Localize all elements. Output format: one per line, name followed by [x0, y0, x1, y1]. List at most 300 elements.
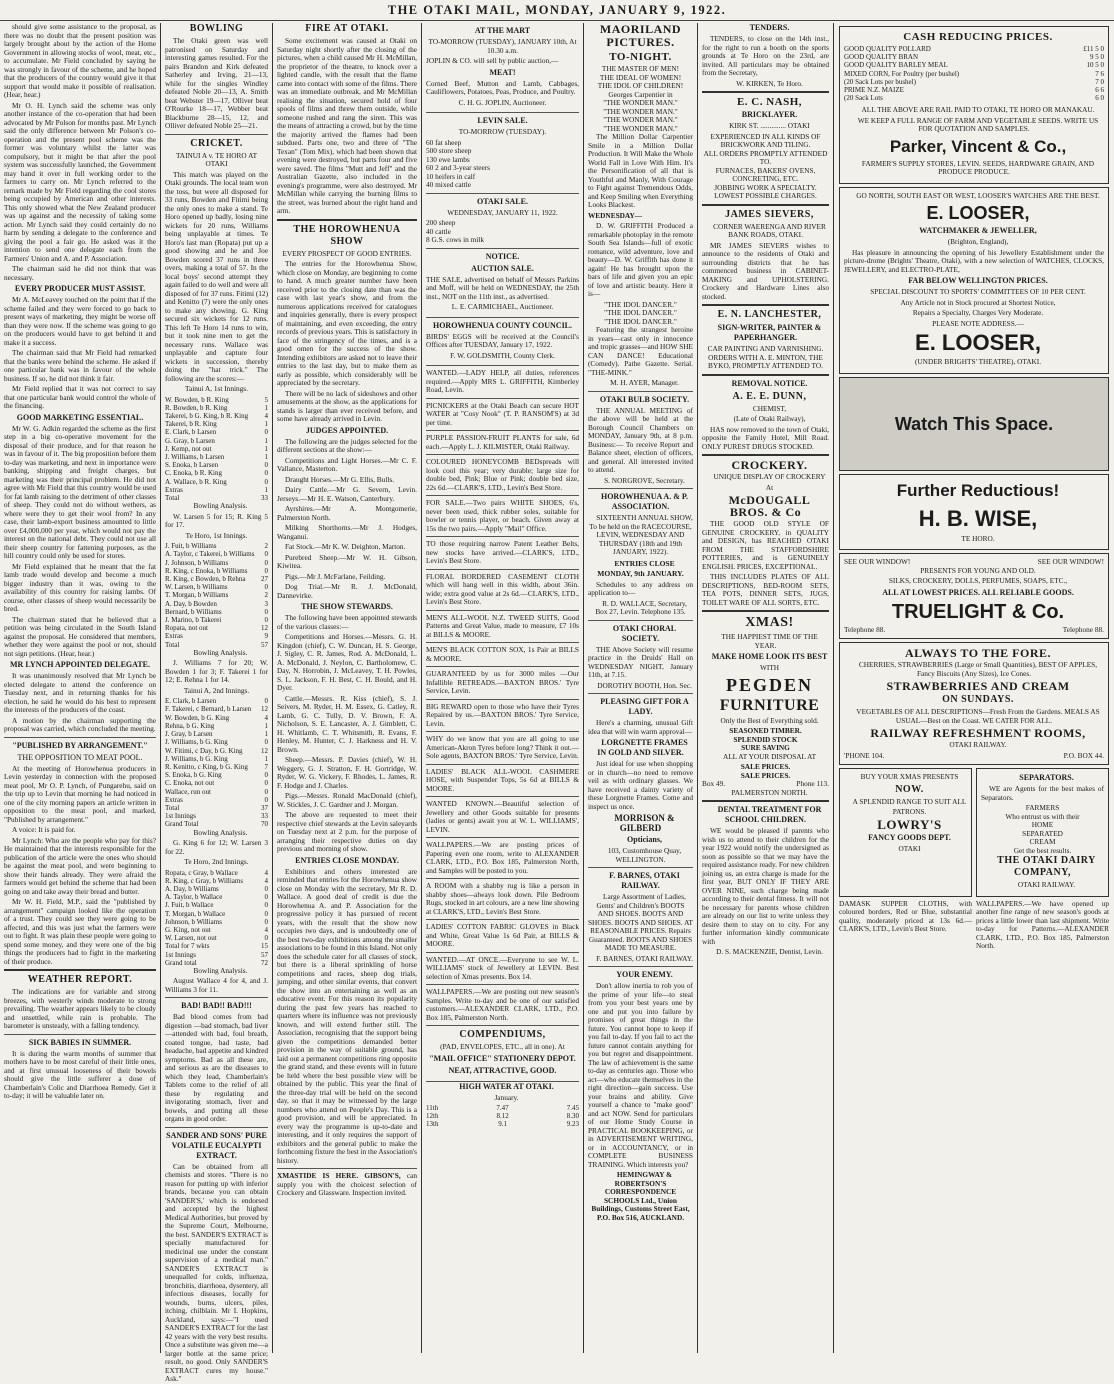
tehoro-first-innings	[165, 542, 268, 649]
assoc-heading: HOROWHENUA A. & P. ASSOCIATION.	[600, 492, 689, 511]
mart-meat: MEAT!	[489, 67, 516, 77]
score-row-cell: J. Johnson, b Williams	[165, 558, 229, 567]
sievers-text: MR JAMES SIEVERS wishes to announce to the residents of Otaki and surrounding districts that he has commenced business in CABINET-MAKING and UPHOLSTERING. Crockery and Hardware Lines also stocked.	[702, 240, 829, 301]
column-4	[422, 23, 583, 1353]
score-row-cell: Bernard, b Williams	[165, 607, 222, 616]
separator-line: CREAM	[1029, 837, 1056, 847]
judge-entry: Dog Trial.—Mr R. J. McDonald, Dannevirke.	[277, 582, 417, 600]
small-ad: A ROOM with a shabby rug is like a person in shabby shoes—always look down. Pile Bedroom Rugs, stocked in art colours, are a new line showing at CLARK'S, LTD., Levin's Best Store.	[426, 879, 579, 920]
score-row	[165, 812, 268, 820]
score-row-cell: Total	[165, 493, 180, 502]
score-row-cell: 1st Innings	[165, 812, 196, 821]
bowling-analysis-heading: Bowling Analysis.	[193, 827, 248, 837]
sievers-heading: JAMES SIEVERS,	[725, 208, 814, 220]
judge-entry: Competitions and Light Horses.—Mr C. F. Vallance, Masterton.	[277, 455, 417, 473]
heading-published-arrangement: "PUBLISHED BY ARRANGEMENT."	[12, 740, 148, 750]
tonight-line: "THE WONDER MAN."	[603, 98, 678, 107]
heading-stewards: THE SHOW STEWARDS.	[301, 602, 393, 611]
bowling-analysis-heading: Bowling Analysis.	[193, 647, 248, 657]
wise-heading: H. B. WISE,	[918, 505, 1038, 531]
cash-row-cell: GOOD QUALITY BRAN	[844, 53, 919, 62]
veg-text: VEGETABLES OF ALL DESCRIPTIONS—Fresh From the Gardens. MEALS AS USUAL—Best on the Coast. WE CATER FOR ALL.	[856, 707, 1100, 725]
score-row-cell: T. Morgan, b Wallace	[165, 909, 226, 918]
gift-heading: PLEASING GIFT FOR A LADY.	[600, 697, 689, 716]
bulb-signature: S. NORGROVE, Secretary.	[604, 475, 685, 485]
judge-entry: Pigs.—Mr J. McFarlane, Feilding.	[285, 571, 386, 581]
separators-heading: SEPARATORS.	[1019, 773, 1074, 783]
score-row	[165, 542, 268, 550]
tehoro-second-heading: Te Horo, 2nd Innings.	[184, 857, 249, 867]
railway-phone: 'PHONE 104.	[844, 750, 885, 760]
article-paragraph: A voice: It is paid for.	[12, 825, 76, 834]
score-row-cell: 0	[264, 550, 268, 559]
watch-this-space: Watch This Space.	[894, 413, 1054, 434]
masthead: THE OTAKI MAIL, MONDAY, JANUARY 9, 1922.	[0, 0, 1114, 21]
mcdougall-heading: McDOUGALL BROS. & Co	[728, 493, 811, 519]
wednesday-title: "THE IDOL DANCER."	[604, 308, 677, 317]
tonight-line: THE MASTER OF MEN!	[601, 64, 680, 73]
score-row-cell: Ropata, not out	[165, 624, 208, 633]
high-water-table	[426, 1104, 579, 1129]
heading-judges: JUDGES APPOINTED.	[305, 425, 389, 435]
assoc-entries: ENTRIES CLOSE MONDAY, 9th JANUARY.	[597, 558, 684, 578]
xmas-heading: XMAS!	[745, 615, 794, 630]
score-row-cell: 0	[264, 884, 268, 893]
score-row	[165, 877, 268, 885]
score-row-cell: 4	[264, 925, 268, 934]
small-ads-list	[426, 366, 579, 1026]
score-row-cell: Takerei, b R. King	[165, 420, 217, 429]
article-paragraph: should give some assistance to the proposal, as there was no doubt that the present position was largely brought about by the action of the Home Government in allowing stocks of wool, meat, etc., to accumulate. Mr Field concluded by saying he was strongly in favour of the scheme, and he hoped that the producers of the country would give it that support that would make it possible of realisation. (Hear, hear.)	[4, 22, 156, 99]
score-row	[165, 901, 268, 909]
fancy-town: OTAKI	[898, 843, 921, 853]
score-row-cell: J. Williams, b G. King	[165, 738, 228, 747]
otaki-sale-date: WEDNESDAY, JANUARY 11, 1922.	[447, 207, 558, 217]
heading-cricket: CRICKET.	[190, 137, 243, 149]
score-row-cell: 1st Innings	[165, 950, 196, 959]
removal-heading: REMOVAL NOTICE.	[731, 378, 808, 388]
score-row	[165, 624, 268, 632]
dental-text: WE would be pleased if parents who wish us to attend to their children for the year 1922 would notify the undersigned as soon as possible so that we may have the required assistance ready. For new children joining us, an extra charge is made for the first year, BUT ONLY IF THEY ARE OVER NINE, such charge being made according to their dental fitness. It will not be necessary for parents whose children are already on our list to write unless they desire them to stay on to city. For any further information kindly communicate with	[702, 826, 829, 946]
nash-heading: E. C. NASH,	[736, 96, 803, 108]
xmas-with: WITH	[759, 663, 780, 672]
cricket-subheading: TAINUI A v. TE HORO AT OTAKI	[175, 150, 258, 168]
mart-items: Corned Beef, Mutton and Lamb, Cabbages, Cauliflowers, Potatoes, Peas, Produce, and Poultry.	[426, 78, 579, 96]
score-row	[165, 730, 268, 738]
score-row-cell: 0	[264, 787, 268, 796]
score-row-cell: 1	[264, 452, 268, 461]
choral-text: THE Above Society will resume practice in the Druids' Hall on WEDNESDAY NIGHT, January 11th, at 7.15.	[588, 644, 693, 679]
sale-item: 130 ewe lambs	[426, 154, 470, 164]
bowling-analysis-heading: Bowling Analysis.	[193, 501, 248, 511]
steward-entry: The above are requested to meet their respective chief stewards at the Levin saleyards on Tuesday next at 2 p.m. for the purpose of arranging their respective duties on day previous and morning of show.	[277, 810, 417, 853]
nash-line: JOBBING WORK A SPECIALTY.	[714, 182, 817, 192]
gibson-heading: XMASTIDE IS HERE. GIBSON'S,	[277, 1171, 401, 1180]
dunn-text: HAS now removed to the town of Otaki, opposite the Family Hotel, Mill Road. ONLY PUREST DRUGS STOCKED.	[702, 424, 829, 451]
cash-row-cell: £11 5 0	[1083, 45, 1104, 53]
looser-any: Any Article not in Stock procured at Shortest Notice,	[900, 297, 1056, 307]
bad-article: Bad blood comes from bad digestion —bad stomach, bad liver—attended with bad, foul breath, coated tongue, bad taste, bad headache, bad appetite and kindred symptoms. Bad as all these are, and serious as are the diseases to which they lead, Chamberlain's Tablets come to the relief of all these by regulating and invigorating stomach, liver and bowels, and putting all these organs in good order.	[165, 1012, 268, 1124]
pegden-price-line: SALE PRICES.	[740, 770, 791, 780]
cash-row	[844, 70, 1104, 78]
morrison-address: 103, Customhouse Quay, WELLINGTON.	[607, 846, 682, 864]
looser-far-below: FAR BELOW WELLINGTON PRICES.	[908, 276, 1048, 286]
judge-entry: Fat Stock.—Mr K. W. Deighton, Marton.	[285, 542, 406, 551]
score-row	[165, 396, 268, 404]
tonight-line: "THE WONDER MAN."	[603, 115, 678, 124]
crockery-text: THE GOOD OLD STYLE OF GENUINE CROCKERY, in QUALITY and DESIGN, has REACHED OTAKI FROM THE STAFFORDSHIRE POTTERIES, and is GENUINELY ENGLISH. PRICES, EXCEPTIONAL.	[702, 519, 829, 571]
score-row	[165, 412, 268, 420]
score-row-cell: J. Fuit, b Williams	[165, 542, 217, 551]
small-ad: WANTED.—LADY HELP, all duties, references required.—Apply MRS L. GRIFFITH, Kimberley Road, Levin.	[426, 366, 579, 399]
high-water-row	[426, 1104, 579, 1112]
cricket-article: This match was played on the Otaki grounds. The local team won the toss, but were all disposed for 33 runs, Bowden and Fitimi being the only ones to make a stand. Te Horo opened up badly, losing nine wickets for 20 runs, Williams being unplayable at times. Te Horo's last man (Ropata) put up a good showing and he and Joe Bowden scored 37 runs in three overs, making a total of 57. In the local boys' second attempt they again failed to do well and were all disposed of for 37 runs. Fitimi (12) and Kenitto (7) were the only ones to make any showing. G. King secured six wickets for 12 runs. This left Te Horo 14 runs to win, but it took nine men to get the necessary runs. Wallace was unplayable and capture four wickets in succession, thereby doing the "hat trick." The following are the scores:—	[165, 169, 268, 383]
damask-ad: DAMASK SUPPER CLOTHS, with coloured borders, Red or Blue, substantial quality, moderately priced at 13s 6d.—CLARK'S, LTD., Levin's Best Store.	[839, 898, 972, 934]
dunn-trade: CHEMIST,	[752, 403, 787, 413]
telephone-right: Telephone 88.	[1062, 624, 1104, 634]
score-row-cell: 0	[264, 461, 268, 470]
show-subheading: EVERY PROSPECT OF GOOD ENTRIES.	[282, 248, 412, 258]
tainui-second-heading: Tainui A, 2nd Innings.	[183, 685, 250, 695]
gift-text-2: Just ideal for use when shopping or in church—no need to remove veil as with ordinary glasses. We have received a dainty variety of these Lorgnette Frames. Come and inspect us once.	[588, 759, 693, 811]
article-paragraph: Some excitement was caused at Otaki on Saturday night shortly after the closing of the pictures, when a child caused Mr H. McMillan, the proprietor of the theatre, to knock over a lighted candle, with the result that the flame came into contact with some of the films. There was an immediate outbreak, and Mr McMillan realising the situation, secured hold of four spools of films and threw them outside, while someone rushed and rang the siren. This was the means of attracting a crowd, but by the time the majority arrived the flames had been subdued. Parts one, two and three of "The Texan" (Tom Mix), which had been shown that evening were destroyed, but parts four and five were saved. The films "Mutt and Jeff" and the Australian Gazette, also included in the evening's programme, were also destroyed. Mr McMillan while carrying the burning films to the street, was burned about the right hand and arm.	[277, 36, 417, 215]
score-row	[165, 788, 268, 796]
cash-row-cell: 10 5 0	[1086, 61, 1104, 70]
article-paragraph: A motion by the chairman supporting the proposal was carried, which concluded the meeting.	[4, 715, 156, 733]
bowling-analysis-1: W. Larsen 5 for 15; R. King 5 for 17.	[165, 511, 268, 530]
small-ad: LADIES' COTTON FABRIC GLOVES in Black and White, Great Value 1s 6d Pair, at BILLS & MOORE.	[426, 920, 579, 953]
further-reductions: Further Reductious!	[896, 480, 1060, 500]
nash-trade: BRICKLAYER.	[741, 110, 798, 119]
high-water-row	[426, 1120, 579, 1128]
otaki-sale-heading: OTAKI SALE.	[477, 196, 528, 206]
score-row	[165, 755, 268, 763]
score-row-cell: Extras	[165, 485, 183, 494]
score-row-cell: 1	[264, 721, 268, 730]
cash-row-cell: MIXED CORN, For Poultry (per bushel)	[844, 69, 960, 78]
article-paragraph: It is during the warm months of summer that mothers have to be most careful of their little ones, and at first unusual looseness of their bowels should give the little sufferer a dose of Chamberlain's Colic and Diarrhoea Remedy. Get it to-day; it will be valuable later on.	[4, 1048, 156, 1100]
score-row	[165, 428, 268, 436]
score-row-cell: 1	[264, 730, 268, 739]
mart-intro: JOPLIN & CO. will sell by public auction,—	[426, 56, 559, 65]
cash-row	[844, 61, 1104, 69]
pegden-heading: PEGDEN	[725, 674, 813, 695]
wise-town: TE HORO.	[961, 533, 995, 543]
bowling-analysis-3: G. King 6 for 12; W. Larsen 3 for 22.	[165, 838, 268, 856]
assoc-sub: SIXTEENTH ANNUAL SHOW, To be held on the RACECOURSE, LEVIN, WEDNESDAY AND THURSDAY (18th and 19th JANUARY, 1922).	[589, 513, 693, 556]
score-row-cell: W. Larsen, b Williams	[165, 583, 228, 592]
pegden-prices	[702, 763, 829, 780]
small-ad: FOR SALE.—Two pairs WHITE SHOES, 6's, never been used, thick rubber soles, suitable for bowler or tennis player, or beach. Given away at 15s the two pairs.—Apply "Mail" Office.	[426, 496, 579, 537]
article-paragraph: Mr Field replied that it was not correct to say that one particular bank would control the whole of the financing.	[4, 384, 156, 410]
steward-entry: Sheep.—Messrs. P. Davies (chief), W. H. Weggery, G. J. Stratton, F. H. Gortridge, W. Ryder, W. G. Vickery, F. Rhodes, L. James, R. F. Hodge and J. Charles.	[277, 755, 417, 790]
dairy-heading: THE OTAKI DAIRY COMPANY,	[997, 855, 1096, 879]
separators-text: WE are Agents for the best makes of Separators.	[981, 784, 1104, 802]
wednesday-signature: M. H. AYER, Manager.	[610, 378, 679, 387]
looser-text: Has pleasure in announcing the opening of his Jewellery Establishment under the picture-drome (Brights' Theatre, Otaki), with a new selection of WATCHES, CLOCKS, JEWELLERY, and ELECTRO-PLATE,	[844, 247, 1104, 274]
notice-heading: NOTICE.	[485, 251, 520, 261]
nash-line: EXPERIENCED IN ALL KINDS OF BRICKWORK AND TILING.	[710, 131, 821, 149]
small-ad: LADIES' BLACK ALL-WOOL CASHMERE HOSE, with Suspender Tops, 5s 6d at BILLS & MOORE.	[426, 765, 579, 798]
score-row-cell: 0	[264, 917, 268, 926]
score-row	[165, 942, 268, 950]
score-row-cell: 0	[264, 607, 268, 616]
score-row-cell: T. Morgan, b Williams	[165, 591, 229, 600]
score-row-cell: 37	[261, 803, 268, 812]
pegden-box: Box 49.	[702, 779, 726, 788]
heading-lynch-delegate: MR LYNCH APPOINTED DELEGATE.	[9, 660, 151, 669]
score-row-cell: Total	[165, 640, 180, 649]
column-1	[0, 23, 160, 1353]
small-ad: MEN'S ALL-WOOL N.Z. TWEED SUITS, Good Patterns and Great Value, made to measure, £7 10s at BILLS & MOORE.	[426, 611, 579, 644]
xmas-sub: THE HAPPIEST TIME OF THE YEAR.	[721, 632, 818, 650]
auction-heading: AUCTION SALE.	[471, 263, 534, 273]
score-row-cell: Total for 7 wkts	[165, 942, 210, 951]
tonight-lines	[588, 65, 693, 133]
score-row-cell: J. Williams, b G. King	[165, 754, 228, 763]
score-row-cell: 0	[264, 738, 268, 747]
enemy-text: Don't allow inertia to rob you of the prime of your life—to steal from you your best years one by one and put you into failure by promises of great things in the future. You cannot hope to keep if you fail to-day. If you fail to act the future cannot contain anything for you but regret and disappointment. The law of achievement is the same to-day as centuries ago. Those who act—who educate themselves in the right direction—gain success. Use your brains and ability. Give yourself a chance to "make good" and act NOW. Send for particulars of our Home Study Course in PRACTICAL BOOKKEEPING, or in ADVERTISEMENT WRITING, or in ACCOUNTANCY, or in COMPLETE BUSINESS TRAINING. Which interests you?	[588, 981, 693, 1169]
cash-row-cell: (20 Sack Lots per bushel)	[844, 77, 916, 86]
tonight-text: The Million Dollar Carpentier Smile in a Million Dollar Production. It Will Make the Whole World Fall in Love With Him. It's the Personification of all that is Youthful and Manly, With Courage to Fight against Tremendous Odds, and Keep Smiling when Everything Looks Blackest.	[588, 132, 693, 209]
score-row-cell: G. King, not out	[165, 925, 211, 934]
show-article	[277, 260, 417, 424]
score-row	[165, 804, 268, 812]
tainui-first-innings	[165, 396, 268, 503]
sievers-address: CORNER WAERENGA AND RIVER BANK ROADS, OTAKI.	[713, 221, 826, 239]
judge-entry: Milking Shorthorns.—Mr J. Hodges, Wanganui.	[277, 523, 417, 541]
small-ad: MEN'S BLACK COTTON SOX, 1s Pair at BILLS & MOORE.	[426, 643, 579, 667]
heading-good-marketing: GOOD MARKETING ESSENTIAL.	[16, 412, 144, 422]
sale-item: 60 2 and 3-year steers	[426, 163, 491, 172]
score-row-cell: Ropata, c Gray, b Wallace	[165, 868, 238, 877]
score-row-cell: 1	[264, 754, 268, 763]
wednesday-titles	[588, 301, 693, 327]
steward-entry: Cattle.—Messrs. R. Kiss (chief), S. J. Seivers, M. Ryder, H. M. Essex, G. Catley, R. Lamb, G. C. Tully, D. V. Brown, F. A. Nicholson, S. E. Lancaster, A. J. Gimblett, C. H. Whitlamb, C. T. Whitsmith, R. Evans, F. Henley, M. Hunter, C. J. Harkness and H. V. Brown.	[277, 693, 417, 754]
looser-special: SPECIAL DISCOUNT TO SPORTS' COMMITTEES OF 10 PER CENT.	[870, 287, 1086, 297]
tainui-second-innings	[165, 697, 268, 828]
crockery-sub: UNIQUE DISPLAY OF CROCKERY	[713, 472, 826, 481]
score-row-cell: 0	[264, 469, 268, 478]
nash-line: FURNACES, BAKERS' OVENS, CONCRETING, ETC.	[715, 165, 816, 183]
score-row-cell: W. Fitimi, c Day, b G. King	[165, 746, 243, 755]
score-row-cell: 0	[264, 909, 268, 918]
score-row-cell: C. Enoka, not out	[165, 779, 215, 788]
tenders-signature: W. KIRKEN, Te Horo.	[736, 78, 803, 88]
high-water-row-cell: 8.12	[496, 1112, 509, 1121]
score-row-cell: 0	[264, 558, 268, 567]
pegden-price-line: SALE PRICES.	[740, 762, 791, 771]
cash-row	[844, 53, 1104, 61]
score-row	[165, 714, 268, 722]
tonight-line: THE IDEAL OF WOMEN!	[599, 72, 682, 82]
score-row-cell: R. King, c Gray, b Williams	[165, 876, 244, 885]
pegden-text: Only the Best of Everything sold.	[720, 715, 819, 725]
buy-now: NOW.	[895, 783, 924, 795]
sale-item: 10 heifers in calf	[426, 171, 476, 181]
sale-item: 40 mixed cattle	[426, 180, 471, 189]
looser-heading: E. LOOSER,	[926, 203, 1030, 224]
score-row	[165, 926, 268, 934]
score-row-cell: W. Bowden, b R. King	[165, 395, 229, 404]
small-ad: COLOURED HONEYCOMB BEDspreads will look cool this year; very durable; large size for double bed, Pink; Blue or Pink; double bed size, 22s 6d.—CLARK'S, LTD., Levin's Best Store.	[426, 455, 579, 496]
score-row	[165, 404, 268, 412]
score-row-cell: J. Kemp, not out	[165, 444, 212, 453]
truelight-heading: TRUELIGHT & Co.	[891, 600, 1065, 623]
dunn-heading: A. E. E. DUNN,	[732, 390, 807, 402]
railway-town: OTAKI RAILWAY.	[949, 740, 1007, 750]
cash-row-cell: 9 5 0	[1090, 53, 1104, 62]
col1-weather-paragraphs	[4, 988, 156, 1031]
compendiums-sub: (PAD, ENVELOPES, ETC., all in one). At	[440, 1042, 565, 1051]
council-heading: HOROWHENUA COUNTY COUNCIL.	[432, 320, 573, 330]
lanchester-trade: SIGN-WRITER, PAINTER & PAPERHANGER.	[717, 323, 822, 342]
wednesday-text-2: Featuring the strangest heroine in years—cast only in innocence and tropic grasses—and HOW SHE CAN DANCE! Educational (Comedy). Pathe Gazette. Serial. "THE-MINK."	[588, 325, 693, 377]
score-row-cell: G. Gray, b Larsen	[165, 436, 215, 445]
compendiums-heading: COMPENDIUMS,	[459, 1029, 546, 1040]
enemy-heading: YOUR ENEMY.	[616, 970, 673, 979]
tonight-line: "THE WONDER MAN."	[603, 106, 678, 116]
score-row	[165, 885, 268, 893]
presents-text: PRESENTS FOR YOUNG AND OLD.	[920, 565, 1036, 575]
column-6	[698, 23, 833, 1353]
score-row	[165, 583, 268, 591]
bowling-analysis-4: August Wallace 4 for 4, and J. Williams 3 for 11.	[165, 976, 268, 994]
score-row	[165, 632, 268, 640]
score-row-cell: 27	[261, 574, 268, 583]
tonight-line: THE IDOL OF CHILDREN!	[597, 81, 684, 90]
compendiums-tagline: NEAT, ATTRACTIVE, GOOD.	[448, 1065, 557, 1075]
cash-row-cell: 7 6	[1095, 69, 1104, 78]
score-row	[165, 893, 268, 901]
score-row-cell: W. Bowden, b G. King	[165, 713, 230, 722]
looser-address: (UNDER BRIGHTS' THEATRE), OTAKI.	[914, 357, 1042, 367]
score-row-cell: 33	[261, 493, 268, 502]
article-paragraph: The chairman said that Mr Field had remarked that the banks were behind the scheme. He asked if one particular bank was in favour of the whole business. If so, he did not think it fair.	[4, 348, 156, 383]
score-row-cell: F. Takerei, c Bernard, b Larsen	[165, 705, 252, 714]
cash-row-cell: 7 0	[1095, 77, 1104, 86]
nash-line: ALL ORDERS PROMPTLY ATTENDED TO.	[703, 148, 828, 166]
small-ad: PURPLE PASSION-FRUIT PLANTS for sale, 6d each.—Apply L. J. KILMISTER, Otaki Railway.	[426, 431, 579, 455]
col1-lower-paragraphs	[4, 425, 156, 659]
bulb-text: THE ANNUAL MEETING of the above will be held at the Borough Council Chambers on MONDAY, January 9th, at 8 p.m. Business:— To receive Report and Balance sheet, election of officers, and general. All interested invited to attend.	[588, 405, 693, 474]
lowest-prices: ALL AT LOWEST PRICES. ALL RELIABLE GOODS.	[882, 587, 1074, 597]
assoc-text: Schedules to any address on application to—	[588, 579, 693, 597]
cash-row	[844, 78, 1104, 86]
column-3	[273, 23, 421, 1353]
maoriland-heading: MAORILAND PICTURES.	[599, 22, 682, 49]
always-heading: ALWAYS TO THE FORE.	[904, 646, 1051, 661]
morrison-heading: MORRISON & GILBERD	[614, 813, 675, 833]
high-water-row-cell: 9.1	[498, 1120, 507, 1129]
looser-top: GO NORTH, SOUTH EAST OR WEST, LOOSER'S WATCHES ARE THE BEST.	[856, 190, 1100, 200]
crockery-text-2: THIS INCLUDES PLATES OF ALL DESCRIPTIONS, BED-ROOM SETS, TEA POTS, DINNER SETS, JUGS, TOILET WARE OF ALL SORTS, ETC.	[702, 572, 829, 607]
small-ad: WHY do we know that you are all going to use American-Akron Tyres before long? Think it out.—Sole agents, BAXTON BROS.' Tyre Service, Levin.	[426, 732, 579, 765]
score-row	[165, 478, 268, 486]
lanchester-lines	[702, 345, 829, 371]
wednesday-title: "THE IDOL DANCER."	[604, 316, 677, 326]
small-ad: PICNICKERS at the Otaki Beach can secure HOT WATER at "Cosy Nook" (T. P. RANSOM'S) at 3d per time.	[426, 399, 579, 432]
score-row-cell: 0	[264, 428, 268, 437]
score-row-cell: 0	[264, 901, 268, 910]
score-row	[165, 608, 268, 616]
score-row	[165, 738, 268, 746]
hemingway-ad: HEMINGWAY & ROBERTSON'S CORRESPONDENCE SCHOOLS Ltd., Union Buildings, Customs Street East, P.O. Box 516, AUCKLAND.	[591, 1170, 690, 1222]
small-ad: WALLPAPERS.—We are posting prices of Papering even one room, write to ALEXANDER CLARK, LTD., P.O. Box 185, Palmerston North, and Samples will be posted to you.	[426, 838, 579, 879]
article-paragraph: Mr Lynch: Who are the people who pay for this? He maintained that the interests responsible for the publication of the article were the ones who should be against the meat pool, and were beginning to show their hands already. They were afraid the farmers would get behind the scheme that had been going on and take away their bread and butter.	[4, 835, 156, 896]
steward-entry: The following have been appointed stewards of the various classes:—	[277, 613, 417, 631]
wednesday-text: D. W. GRIFFITH Produced a remarkable photoplay in the remote South Sea Islands—full of exotic romance, wild adventure, love and beauty—D. W. Griffith has done it again! He has brought upon the bars of life and given you an epic of love and artistic beauty. Here it is—	[588, 221, 693, 298]
score-row-cell: A. Day, b Williams	[165, 884, 219, 893]
score-row	[165, 550, 268, 558]
mart-signature: C. H. G. JOPLIN, Auctioneer.	[458, 97, 547, 107]
score-row-cell: 7	[264, 762, 268, 771]
score-row-cell: 1	[264, 420, 268, 429]
score-row	[165, 722, 268, 730]
score-row-cell: A. Taylor, c Takerei, b Williams	[165, 550, 255, 559]
score-row-cell: Johnson, b Williams	[165, 917, 222, 926]
xmas-make-home: MAKE HOME LOOK ITS BEST	[711, 652, 828, 661]
mart-date: TO-MORROW (TUESDAY), JANUARY 10th, At 10.30 a.m.	[428, 37, 577, 55]
looser-from: (Brighton, England),	[947, 237, 1009, 247]
separator-line: FARMERS	[1025, 803, 1060, 813]
lowry-heading: LOWRY'S	[877, 816, 942, 832]
high-water-row-cell: 7.45	[566, 1104, 579, 1112]
nash-lines	[702, 133, 829, 201]
wednesday-title: "THE IDOL DANCER."	[604, 299, 677, 309]
article-paragraph: The indications are for variable and strong breezes, with westerly winds moderate to strong prevailing. The weather appears likely to be cloudy and unsettled, while rain is probable. The barometer is unsteady, with a falling tendency.	[4, 987, 156, 1030]
separator-line: SEPARATED	[1022, 828, 1063, 838]
high-water-month: January.	[494, 1092, 519, 1102]
score-row	[165, 575, 268, 583]
fire-article	[277, 37, 417, 216]
score-row	[165, 591, 268, 599]
heading-sander: SANDER AND SONS' PURE VOLATILE EUCALYPTI EXTRACT.	[166, 1130, 267, 1160]
score-row	[165, 469, 268, 477]
score-row-cell: 0	[264, 583, 268, 592]
stewards-list	[277, 614, 417, 854]
score-row	[165, 461, 268, 469]
separator-line: HOME	[1031, 820, 1054, 830]
score-row-cell: J. Marino, b Takerei	[165, 615, 222, 624]
dental-heading: DENTAL TREATMENT FOR SCHOOL CHILDREN.	[717, 805, 822, 824]
wallpapers-ad: WALLPAPERS.—We have opened up another fine range of new season's goods at prices a little lower than last shipment. Write to-day for Patterns.—ALEXANDER CLARK, LTD., P.O. Box 185, Palmerston North.	[976, 898, 1109, 951]
lanchester-line: ORDERS WITH A. E. MINTON, THE BYKO, PROMPTLY ATTENDED TO.	[708, 352, 823, 370]
tehoro-second-innings	[165, 869, 268, 967]
dairy-town: OTAKI RAILWAY.	[1017, 880, 1076, 890]
judge-entry: The following are the judges selected for the different sections at the show:—	[277, 436, 417, 454]
score-row	[165, 567, 268, 575]
wednesday-heading: WEDNESDAY—	[588, 210, 643, 220]
column-7	[834, 23, 1114, 1353]
pegden-line: SEASONED TIMBER.	[729, 726, 802, 735]
score-row-cell: 0	[264, 615, 268, 624]
bowling-analysis-2: J. Williams 7 for 20; W. Bowden 1 for 3; F. Takerei 1 for 12; E. Rehna 1 for 14.	[165, 658, 268, 685]
score-row-cell: 15	[261, 942, 268, 951]
small-ad: TO those requiring narrow Patent Leather Belts, new stocks have arrived.—CLARK'S, LTD., Levin's Best Store.	[426, 537, 579, 570]
council-signature: F. W. GOLDSMITH, County Clerk.	[450, 350, 555, 360]
cash-row-cell: 6 6	[1095, 86, 1104, 95]
tenders-heading: TENDERS.	[749, 23, 790, 32]
article-paragraph: The chairman stated that he believed that a petition was being circulated in the South Island against the proposal. He considered that members, whether they were against the pool or not, should not sign petitions. (Hear, hear.)	[4, 614, 156, 658]
score-row-cell: J. Williams, b Larsen	[165, 452, 225, 461]
separators-lines	[981, 804, 1104, 855]
score-row	[165, 445, 268, 453]
score-row	[165, 486, 268, 494]
score-row	[165, 616, 268, 624]
score-row-cell: 57	[261, 640, 268, 649]
col1-babies-paragraphs	[4, 1050, 156, 1101]
